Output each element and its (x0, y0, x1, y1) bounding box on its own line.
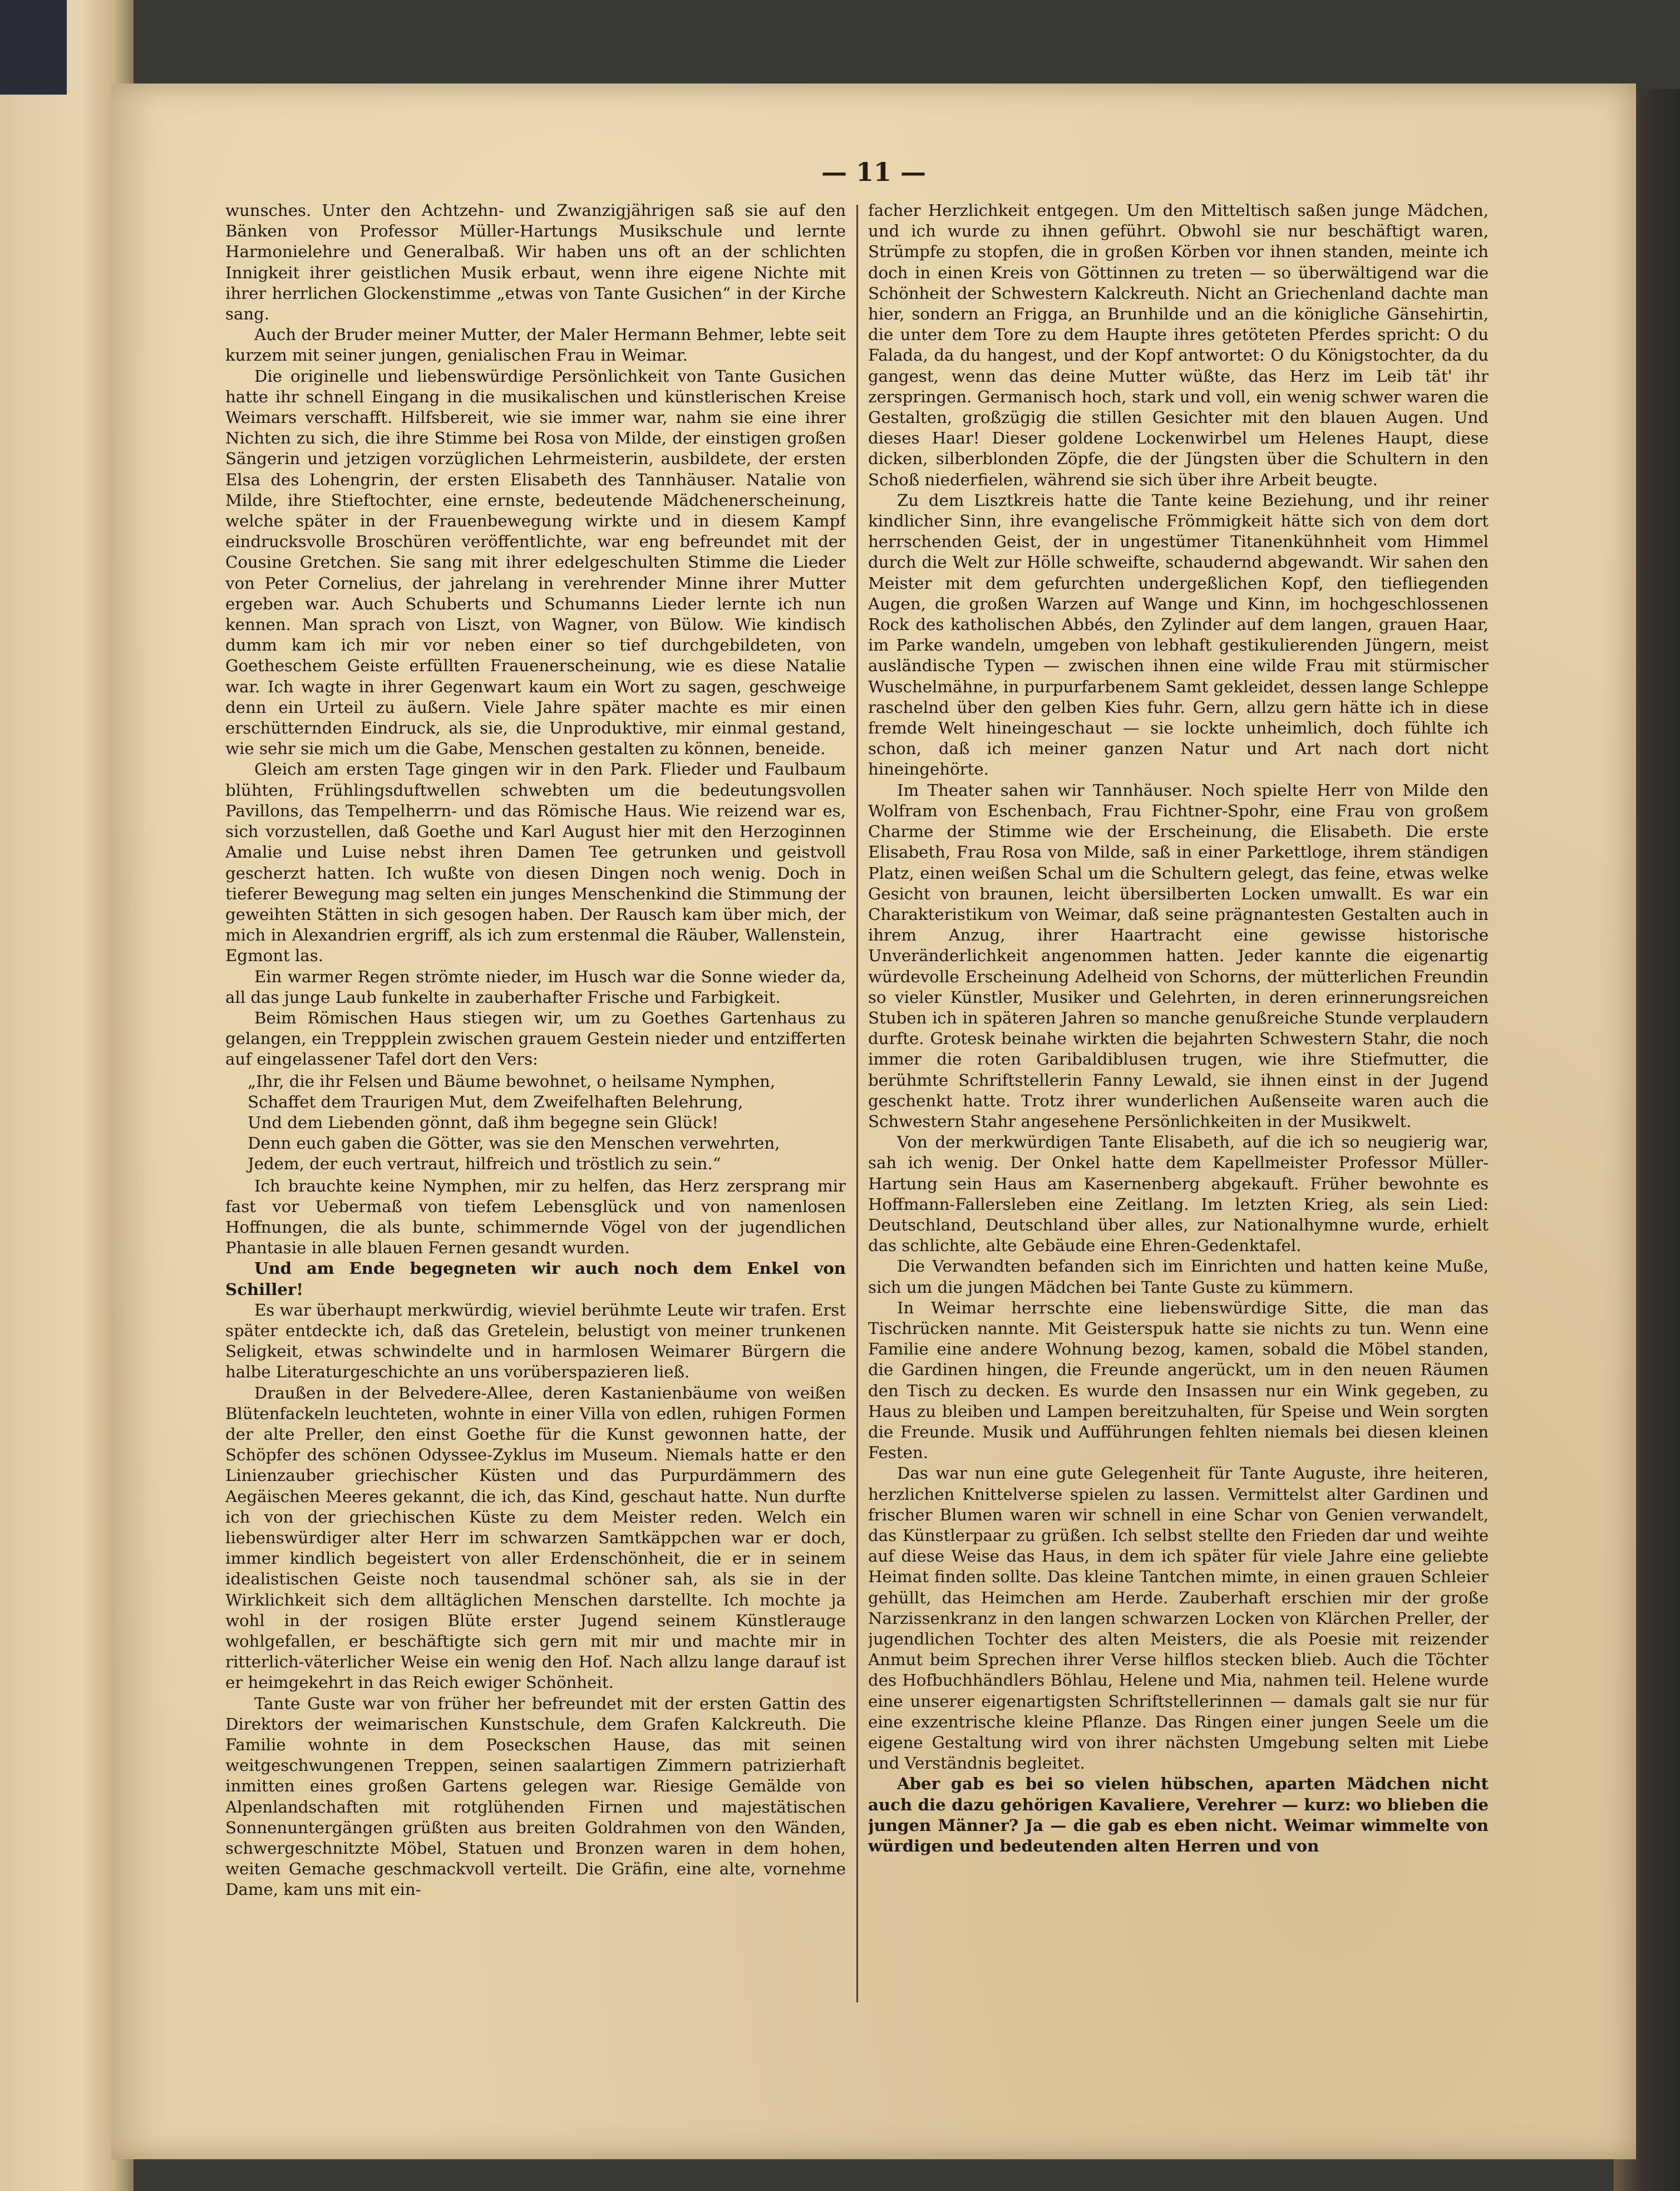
goethe-verse (225, 1071, 846, 1175)
verse-line: Denn euch gaben die Götter, was sie den Menschen verwehrten, (248, 1134, 780, 1153)
verse-line: Schaffet dem Traurigen Mut, dem Zweifelhaften Belehrung, (248, 1092, 743, 1111)
paragraph: Auch der Bruder meiner Mutter, der Maler Hermann Behmer, lebte seit kurzem mit seiner jungen, genialischen Frau in Weimar. (225, 325, 846, 365)
left-column (225, 200, 846, 2015)
column-divider (856, 205, 858, 2002)
paragraph: Von der merkwürdigen Tante Elisabeth, auf die ich so neugierig war, sah ich wenig. Der Onkel hatte dem Kapellmeister Professor Müller-Hartung sein Haus am Kasernenberg abgekauft. Früher bewohnte es Hoffmann-Fallersleben eine Zeitlang. Im letzten Krieg, als sein Lied: Deutschland, Deutschland über alles, zur Nationalhymne wurde, erhielt das schlichte, alte Gebäude eine Ehren-Gedenktafel. (868, 1133, 1489, 1255)
paragraph: Das war nun eine gute Gelegenheit für Tante Auguste, ihre heiteren, herzlichen Knittelverse spielen zu lassen. Vermittelst alter Gardinen und frischer Blumen waren wir schnell in eine Schar von Genien verwandelt, das Künstlerpaar zu grüßen. Ich selbst stellte den Frieden dar und weihte auf diese Weise das Haus, in dem ich später für viele Jahre eine geliebte Heimat finden sollte. Das kleine Tantchen mimte, in einen grauen Schleier gehüllt, das Heimchen am Herde. Zauberhaft erschien mir der große Narzissenkranz in den langen schwarzen Locken von Klärchen Preller, der jugendlichen Tochter des alten Meisters, die als Poesie mit reizender Anmut beim Sprechen ihrer Verse hilflos stecken blieb. Auch die Töchter des Hofbuchhändlers Böhlau, Helene und Mia, nahmen teil. Helene wurde eine unserer eigenartigsten Schriftstellerinnen — damals galt sie nur für eine exzentrische kleine Pflanze. Das Ringen einer jungen Seele um die eigene Gestaltung wird von ihrer nächsten Umgebung selten mit Liebe und Verständnis begleitet. (868, 1464, 1489, 1773)
paragraph: Die originelle und liebenswürdige Persönlichkeit von Tante Gusichen hatte ihr schnell Eingang in die musikalischen und künstlerischen Kreise Weimars verschafft. Hilfsbereit, wie sie immer war, nahm sie eine ihrer Nichten zu sich, die ihre Stimme bei Rosa von Milde, der einstigen großen Sängerin und jetzigen vorzüglichen Lehrmeisterin, ausbildete, der ersten Elsa des Lohengrin, der ersten Elisabeth des Tannhäuser. Natalie von Milde, ihre Stieftochter, eine ernste, bedeutende Mädchenerscheinung, welche später in der Frauenbewegung wirkte und in diesem Kampf eindrucksvolle Broschüren veröffentlichte, war eng befreundet mit der Cousine Gretchen. Sie sang mit ihrer edelgeschulten Stimme die Lieder von Peter Cornelius, der jahrelang in verehrender Minne ihrer Mutter ergeben war. Auch Schuberts und Schumanns Lieder lernte ich nun kennen. Man sprach von Liszt, von Wagner, von Bülow. Wie kindisch dumm kam ich mir vor neben einer so tief durchgebildeten, von Goetheschem Geiste erfüllten Frauenerscheinung, wie es diese Natalie war. Ich wagte in ihrer Gegenwart kaum ein Wort zu sagen, geschweige denn ein Urteil zu äußern. Viele Jahre später machte es mir einen erschütternden Eindruck, als sie, die Unproduktive, mir einmal gestand, wie sehr sie mich um die Gabe, Menschen gestalten zu können, beneide. (225, 366, 846, 759)
paragraph: In Weimar herrschte eine liebenswürdige Sitte, die man das Tischrücken nannte. Mit Geisterspuk hatte sie nichts zu tun. Wenn eine Familie eine andere Wohnung bezog, kamen, sobald die Möbel standen, die Gardinen hingen, die Freunde angerückt, um in den neuen Räumen den Tisch zu decken. Es wurde den Insassen nur ein Wink gegeben, zu Haus zu bleiben und Lampen bereitzuhalten, für Speise und Wein sorgten die Freunde. Musik und Aufführungen fehlten niemals bei diesen kleinen Festen. (868, 1298, 1489, 1463)
paragraph: Tante Guste war von früher her befreundet mit der ersten Gattin des Direktors der weimarischen Kunstschule, dem Grafen Kalckreuth. Die Familie wohnte in dem Poseckschen Hause, das mit seinen weitgeschwungenen Treppen, seinen saalartigen Zimmern patrizierhaft inmitten eines großen Gartens gelegen war. Riesige Gemälde von Alpenlandschaften mit rotglühenden Firnen und majestätischen Sonnenuntergängen grüßten aus breiten Goldrahmen von den Wänden, schwergeschnitzte Möbel, Statuen und Bronzen waren in dem hohen, weiten Gemache geschmackvoll verteilt. Die Gräfin, eine alte, vornehme Dame, kam uns mit ein- (225, 1693, 846, 1899)
paragraph: Es war überhaupt merkwürdig, wieviel berühmte Leute wir trafen. Erst später entdeckte ich, daß das Gretelein, belustigt von meiner trunkenen Seligkeit, etwas schwindelte und in harmlosen Weimarer Bürgern die halbe Literaturgeschichte an uns vorüberspazieren ließ. (225, 1300, 846, 1382)
paragraph: Ein warmer Regen strömte nieder, im Husch war die Sonne wieder da, all das junge Laub funkelte in zauberhafter Frische und Farbigkeit. (225, 967, 846, 1007)
paragraph: Ich brauchte keine Nymphen, mir zu helfen, das Herz zersprang mir fast vor Uebermaß von tiefem Lebensglück und von namenlosen Hoffnungen, die als bunte, schimmernde Vögel von der jugendlichen Phantasie in alle blauen Fernen gesandt wurden. (225, 1176, 846, 1258)
paragraph: Beim Römischen Haus stiegen wir, um zu Goethes Gartenhaus zu gelangen, ein Treppplein zwischen grauem Gestein nieder und entzifferten auf eingelassener Tafel dort den Vers: (225, 1008, 846, 1069)
paragraph: Gleich am ersten Tage gingen wir in den Park. Flieder und Faulbaum blühten, Frühlingsduftwellen schwebten um die bedeutungsvollen Pavillons, das Tempelherrn- und das Römische Haus. Wie reizend war es, sich vorzustellen, daß Goethe und Karl August hier mit den Herzoginnen Amalie und Luise nebst ihren Damen Tee getrunken und geistvoll gescherzt hatten. Ich wußte von diesen Dingen noch wenig. Doch in tieferer Bewegung mag selten ein junges Menschenkind die Stimmung der geweihten Stätten in sich gesogen haben. Der Rausch kam über mich, der mich in Alexandrien ergriff, als ich zum erstenmal die Räuber, Wallenstein, Egmont las. (225, 760, 846, 966)
paragraph: facher Herzlichkeit entgegen. Um den Mitteltisch saßen junge Mädchen, und ich wurde zu ihnen geführt. Obwohl sie nur beschäftigt waren, Strümpfe zu stopfen, die in großen Körben vor ihnen standen, meinte ich doch in einen Kreis von Göttinnen zu treten — so überwältigend war die Schönheit der Schwestern Kalckreuth. Nicht an Griechenland dachte man hier, sondern an Frigga, an Brunhilde und an die königliche Gänsehirtin, die unter dem Tore zu dem Haupte ihres getöteten Pferdes spricht: O du Falada, da du hangest, und der Kopf antwortet: O du Königstochter, da du gangest, wenn das deine Mutter wüßte, das Herz im Leib tät' ihr zerspringen. Germanisch hoch, stark und voll, ein wenig schwer waren die Gestalten, großzügig die stillen Gesichter mit den blauen Augen. Und dieses Haar! Dieser goldene Lockenwirbel um Helenes Haupt, diese dicken, silberblonden Zöpfe, die der Jüngsten über die Schultern in den Schoß niederfielen, während sie sich über ihre Arbeit beugte. (868, 201, 1489, 489)
page-number: — 11 — (821, 157, 927, 187)
paragraph: Die Verwandten befanden sich im Einrichten und hatten keine Muße, sich um die jungen Mädchen bei Tante Guste zu kümmern. (868, 1257, 1489, 1297)
paragraph: Und am Ende begegneten wir auch noch dem Enkel von Schiller! (225, 1259, 846, 1299)
paragraph: Im Theater sahen wir Tannhäuser. Noch spielte Herr von Milde den Wolfram von Eschenbach, Frau Fichtner-Spohr, eine Frau von großem Charme der Stimme wie der Erscheinung, die Elisabeth. Die erste Elisabeth, Frau Rosa von Milde, saß in einer Parkettloge, ihrem ständigen Platz, einen weißen Schal um die Schultern gelegt, das feine, etwas welke Gesicht von braunen, leicht übersilberten Locken umwallt. Es war ein Charakteristikum von Weimar, daß seine prägnantesten Gestalten auch in ihrem Anzug, ihrer Haartracht eine gewisse historische Unveränderlichkeit angenommen hatten. Jeder kannte die eigenartig würdevolle Erscheinung Adelheid von Schorns, der mütterlichen Freundin so vieler Künstler, Musiker und Gelehrten, in deren erinnerungsreichen Stuben ich in späteren Jahren so manche genußreiche Stunde verplaudern durfte. Grotesk beinahe wirkten die bejahrten Schwestern Stahr, die noch immer die roten Garibaldiblusen trugen, wie ihre Stiefmutter, die berühmte Schriftstellerin Fanny Lewald, sie ihnen einst in der Jugend geschenkt hatte. Trotz ihrer wunderlichen Außenseite waren auch die Schwestern Stahr angesehene Persönlichkeiten in der Musikwelt. (868, 780, 1489, 1131)
verse-line: Und dem Liebenden gönnt, daß ihm begegne sein Glück! (248, 1112, 718, 1132)
verse-line: Jedem, der euch vertraut, hilfreich und tröstlich zu sein.“ (248, 1154, 721, 1174)
book-cover-corner (0, 0, 67, 95)
paragraph: wunsches. Unter den Achtzehn- und Zwanzigjährigen saß sie auf den Bänken von Professor Müller-Hartungs Musikschule und lernte Harmonielehre und Generalbaß. Wir haben uns oft an der schlichten Innigkeit ihrer geistlichen Musik erbaut, wenn ihre eigene Nichte mit ihrer herrlichen Glockenstimme „etwas von Tante Gusichen“ in der Kirche sang. (225, 201, 846, 324)
paragraph: Zu dem Lisztkreis hatte die Tante keine Beziehung, und ihr reiner kindlicher Sinn, ihre evangelische Frömmigkeit hätte sich von dem dort herrschenden Geist, der in ungestümer Titanenkühnheit vom Himmel durch die Welt zur Hölle schweifte, schaudernd abgewandt. Wir sahen den Meister mit dem gefurchten undergeßlichen Kopf, den tiefliegenden Augen, die großen Warzen auf Wange und Kinn, im hochgeschlossenen Rock des katholischen Abbés, den Zylinder auf dem langen, grauen Haar, im Parke wandeln, umgeben von lebhaft gestikulierenden Jüngern, meist ausländische Typen — zwischen ihnen eine wilde Frau mit stürmischer Wuschelmähne, in purpurfarbenem Samt gekleidet, dessen lange Schleppe raschelnd über den gelben Kies fuhr. Gern, allzu gern hätte ich in diese fremde Welt hineingeschaut — sie lockte unheimlich, doch fühlte ich schon, daß ich meiner ganzen Natur und Art nach dort nicht hineingehörte. (868, 490, 1489, 779)
paragraph: Draußen in der Belvedere-Allee, deren Kastanienbäume von weißen Blütenfackeln leuchteten, wohnte in einer Villa von edlen, ruhigen Formen der alte Preller, den einst Goethe für die Kunst gewonnen hatte, der Schöpfer des schönen Odyssee-Zyklus im Museum. Niemals hatte er den Linienzauber griechischer Küsten und das Purpurdämmern des Aegäischen Meeres gekannt, die ich, das Kind, geschaut hatte. Nun durfte ich von der griechischen Küste zu dem Meister reden. Welch ein liebenswürdiger alter Herr im schwarzen Samtkäppchen war er doch, immer kindlich begeistert von aller Erdenschönheit, die er in seinem idealistischen Geiste noch tausendmal schöner sah, als sie in der Wirklichkeit sich dem alltäglichen Menschen darstellte. Ich mochte ja wohl in der rosigen Blüte erster Jugend seinem Künstlerauge wohlgefallen, er beschäftigte sich gern mit mir und machte mir in ritterlich-väterlicher Weise ein wenig den Hof. Nach allzu lange darauf ist er heimgekehrt in das Reich ewiger Schönheit. (225, 1383, 846, 1692)
right-column (868, 200, 1489, 2015)
verse-line: „Ihr, die ihr Felsen und Bäume bewohnet, o heilsame Nymphen, (248, 1071, 776, 1091)
paragraph: Aber gab es bei so vielen hübschen, aparten Mädchen nicht auch die dazu gehörigen Kavaliere, Verehrer — kurz: wo blieben die jungen Männer? Ja — die gab es eben nicht. Weimar wimmelte von würdigen und bedeutenden alten Herren und von (868, 1774, 1489, 1856)
